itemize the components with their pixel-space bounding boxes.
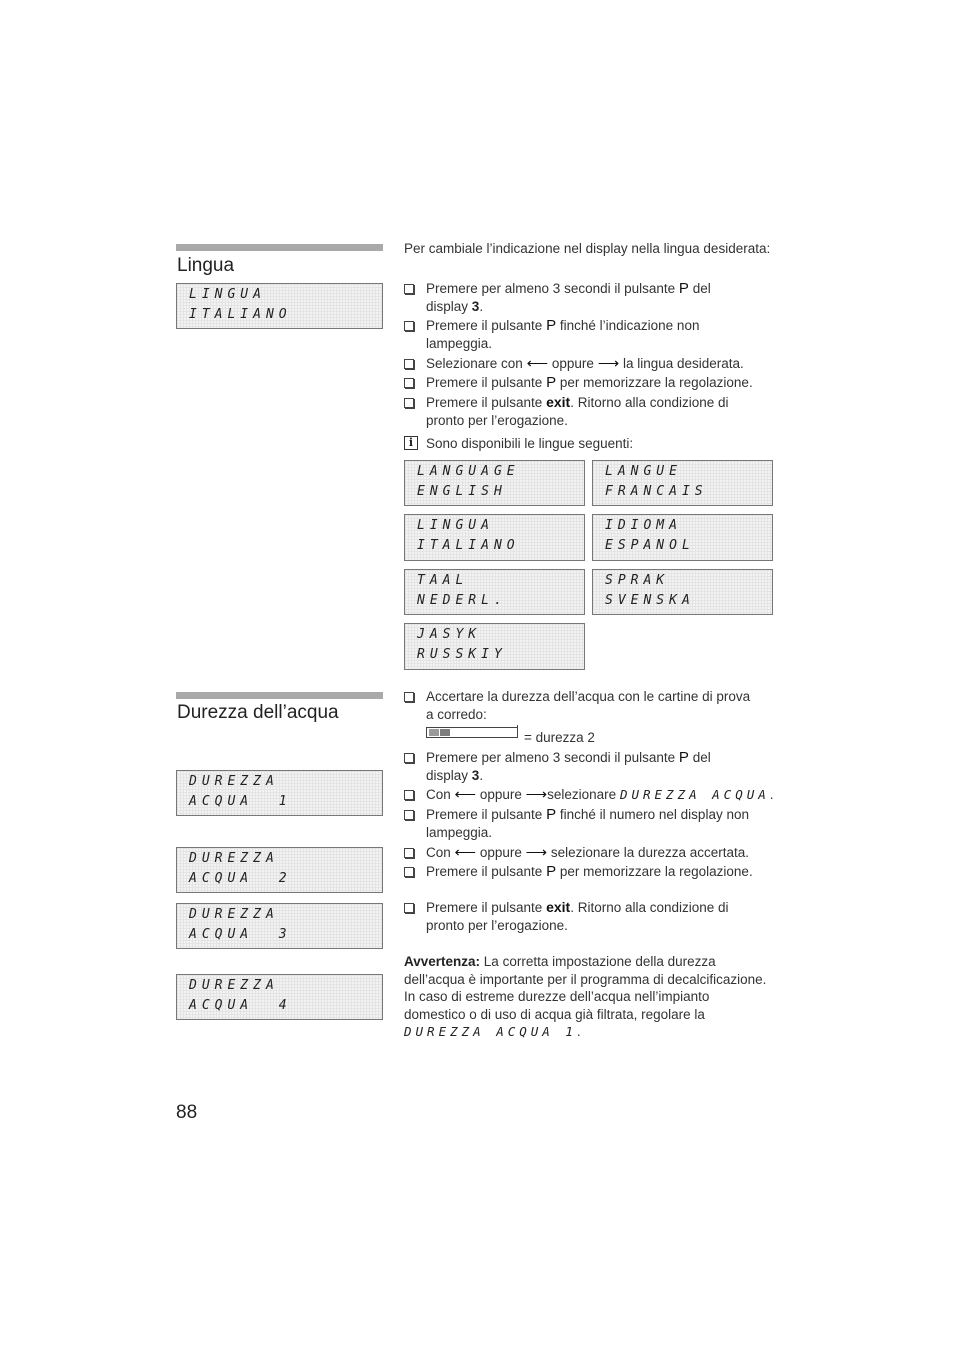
section-bar-durezza xyxy=(176,692,383,699)
list-item: Premere il pulsante exit. Ritorno alla condizione di pronto per l’erogazione. xyxy=(404,394,774,429)
arrow-left-icon: ⟵ xyxy=(526,355,549,372)
lcd-line-2: ACQUA 3 xyxy=(189,927,292,942)
checkbox-bullet-icon xyxy=(404,692,414,702)
arrow-right-icon: ⟶ xyxy=(525,786,548,803)
p-button-icon: P xyxy=(678,280,689,297)
lcd-display-durezza xyxy=(176,903,383,949)
lcd-display-durezza xyxy=(176,974,383,1020)
list-item: Accertare la durezza dell’acqua con le cartine di prova a corredo: xyxy=(404,688,774,723)
lcd-line-2: ITALIANO xyxy=(189,307,292,322)
lcd-line-1: LINGUA xyxy=(417,518,494,533)
warning-note: Avvertenza: La corretta impostazione della durezza dell’acqua è importante per il programma di decalcificazione. In caso di estreme durezze dell’acqua nell’impianto domestico o di uso di acqua già filtrata, regolare la DUREZZA ACQUA 1. xyxy=(404,954,767,1039)
lcd-line-2: ACQUA 1 xyxy=(189,794,292,809)
lingua-intro: Per cambiale l’indicazione nel display nella lingua desiderata: xyxy=(404,241,771,256)
p-button-icon: P xyxy=(678,749,689,766)
lcd-line-2: ACQUA 2 xyxy=(189,871,292,886)
lcd-line-1: DUREZZA xyxy=(189,907,279,922)
strip-label: = durezza 2 xyxy=(524,730,595,745)
lcd-line-2: ITALIANO xyxy=(417,538,520,553)
lcd-display-language xyxy=(592,569,773,615)
p-button-icon: P xyxy=(546,863,557,880)
checkbox-bullet-icon xyxy=(404,398,414,408)
lcd-line-2: ACQUA 4 xyxy=(189,998,292,1013)
list-item: Con ⟵ oppure ⟶ selezionare la durezza accertata. xyxy=(404,844,774,862)
lcd-line-2: FRANCAIS xyxy=(605,484,708,499)
heading-durezza: Durezza dell’acqua xyxy=(177,702,339,723)
lcd-line-1: SPRAK xyxy=(605,573,670,588)
lcd-line-1: DUREZZA xyxy=(189,978,279,993)
list-item: Premere il pulsante P finché l’indicazione non lampeggia. xyxy=(404,317,774,352)
lcd-line-2: ENGLISH xyxy=(417,484,507,499)
lcd-line-1: LANGUE xyxy=(605,464,682,479)
arrow-right-icon: ⟶ xyxy=(525,844,548,861)
lcd-inline-text: DUREZZA ACQUA 1 xyxy=(404,1024,577,1039)
checkbox-bullet-icon xyxy=(404,378,414,388)
checkbox-bullet-icon xyxy=(404,790,414,800)
list-item: Premere il pulsante P finché il numero nel display non lampeggia. xyxy=(404,806,774,841)
lcd-display-language xyxy=(404,623,585,670)
test-strip-pad xyxy=(440,729,450,736)
test-strip-icon xyxy=(426,727,518,738)
list-item: Premere per almeno 3 secondi il pulsante P del display 3. xyxy=(404,749,774,784)
p-button-icon: P xyxy=(546,317,557,334)
lcd-display-lingua xyxy=(176,283,383,329)
checkbox-bullet-icon xyxy=(404,848,414,858)
checkbox-bullet-icon xyxy=(404,903,414,913)
arrow-right-icon: ⟶ xyxy=(597,355,620,372)
info-icon: i xyxy=(404,436,418,450)
exit-button-icon: exit xyxy=(546,394,571,410)
checkbox-bullet-icon xyxy=(404,753,414,763)
lcd-display-language xyxy=(592,514,773,561)
lcd-line-1: LINGUA xyxy=(189,287,266,302)
lcd-display-language xyxy=(404,569,585,615)
lcd-line-1: LANGUAGE xyxy=(417,464,520,479)
lcd-display-durezza xyxy=(176,770,383,816)
p-button-icon: P xyxy=(546,806,557,823)
lcd-line-1: TAAL xyxy=(417,573,469,588)
arrow-left-icon: ⟵ xyxy=(454,786,477,803)
section-bar-lingua xyxy=(176,244,383,251)
list-item: Premere per almeno 3 secondi il pulsante P del display 3. xyxy=(404,280,774,315)
lcd-line-2: ESPANOL xyxy=(605,538,695,553)
warning-label: Avvertenza: xyxy=(404,954,481,969)
p-button-icon: P xyxy=(546,374,557,391)
checkbox-bullet-icon xyxy=(404,284,414,294)
list-item: Premere il pulsante P per memorizzare la regolazione. xyxy=(404,374,774,392)
checkbox-bullet-icon xyxy=(404,359,414,369)
checkbox-bullet-icon xyxy=(404,321,414,331)
list-item: Selezionare con ⟵ oppure ⟶ la lingua desiderata. xyxy=(404,355,774,373)
checkbox-bullet-icon xyxy=(404,810,414,820)
lcd-line-1: IDIOMA xyxy=(605,518,682,533)
lcd-line-2: RUSSKIY xyxy=(417,647,507,662)
lcd-inline-text: DUREZZA ACQUA xyxy=(619,787,770,802)
lcd-line-1: DUREZZA xyxy=(189,851,279,866)
lcd-line-2: NEDERL. xyxy=(417,593,507,608)
list-item: Premere il pulsante exit. Ritorno alla condizione di pronto per l’erogazione. xyxy=(404,899,774,934)
checkbox-bullet-icon xyxy=(404,867,414,877)
heading-lingua: Lingua xyxy=(177,255,235,276)
list-item: Premere il pulsante P per memorizzare la regolazione. xyxy=(404,863,774,881)
lcd-line-1: DUREZZA xyxy=(189,774,279,789)
test-strip-pad xyxy=(429,729,439,736)
lcd-display-language xyxy=(592,460,773,506)
info-text: Sono disponibili le lingue seguenti: xyxy=(426,436,634,451)
arrow-left-icon: ⟵ xyxy=(454,844,477,861)
list-item: Con ⟵ oppure ⟶selezionare DUREZZA ACQUA. xyxy=(404,786,774,804)
lcd-line-1: JASYK xyxy=(417,627,482,642)
lcd-display-language xyxy=(404,514,585,561)
lcd-display-language xyxy=(404,460,585,506)
lcd-display-durezza xyxy=(176,847,383,893)
exit-button-icon: exit xyxy=(546,899,571,915)
page-number: 88 xyxy=(176,1102,198,1123)
lcd-line-2: SVENSKA xyxy=(605,593,695,608)
